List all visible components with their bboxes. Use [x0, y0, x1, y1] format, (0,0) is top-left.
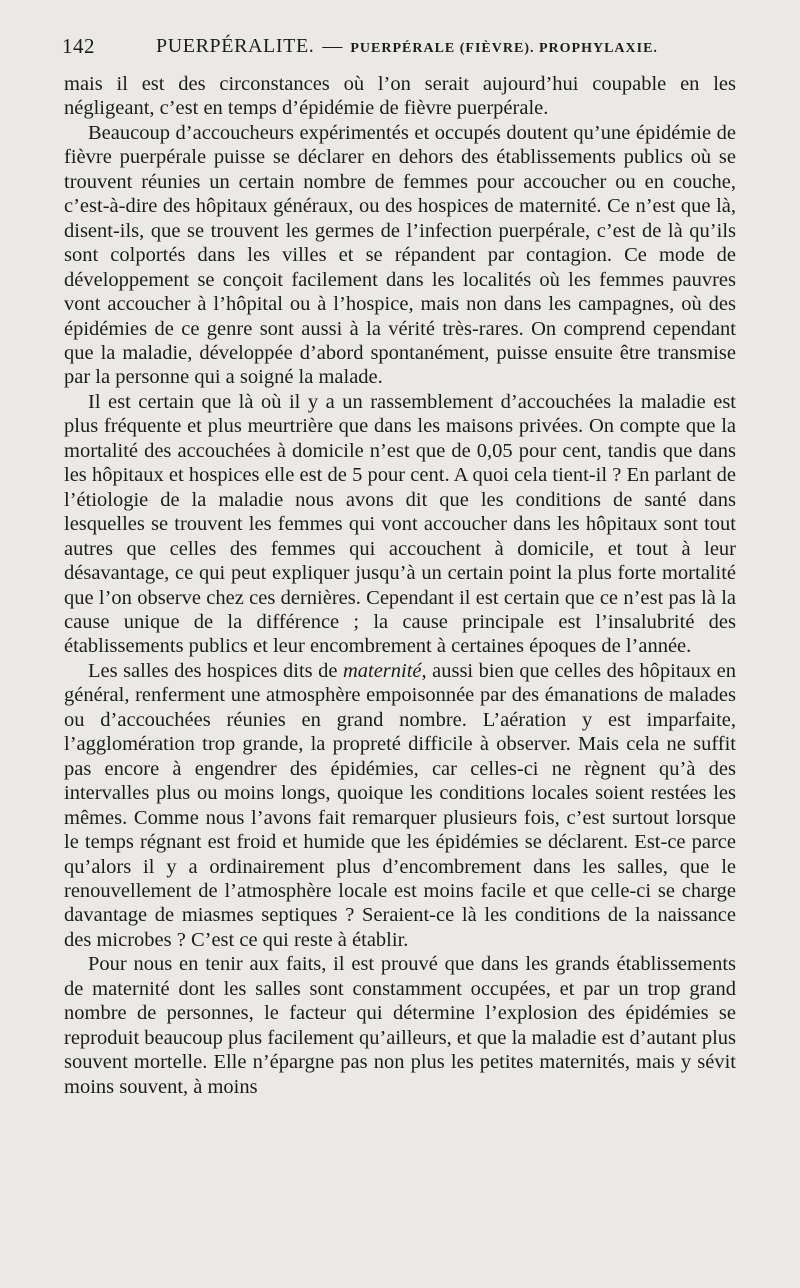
paragraph-text: , aussi bien que celles des hôpitaux en général, renferment une atmosphère empoisonnée par des émanations de malades ou d’accouchées réunies en grand nombre. L’aération y est imparfaite, l’agglomération trop grande, la propreté difficile à observer. Mais cela ne suffit pas encore à engendrer des épidémies, car celles-ci ne règnent qu’à des intervalles plus ou moins longs, quoique les conditions locales soient restées les mêmes. Comme nous l’avons fait remarquer plusieurs fois, c’est surtout lorsque le temps régnant est froid et humide que les épidémies se déclarent. Est-ce parce qu’alors il y a ordinairement plus d’encombrement dans les salles, que le renouvellement de l’atmosphère locale est moins facile et que celle-ci se charge davantage de miasmes septiques ? Seraient-ce là les conditions de la naissance des microbes ? C’est ce qui reste à établir.: [64, 659, 736, 951]
paragraph: Il est certain que là où il y a un rassemblement d’accouchées la maladie est plus fréquente et plus meurtrière que dans les maisons privées. On compte que la mortalité des accouchées à domicile n’est que de 0,05 pour cent, tandis que dans les hôpitaux et hospices elle est de 5 pour cent. A quoi cela tient-il ? En parlant de l’étiologie de la maladie nous avons dit que les conditions de santé dans lesquelles se trouvent les femmes qui vont accoucher dans les hôpitaux sont tout autres que celles des femmes qui accouchent à domicile, et tout à leur désavantage, ce qui peut expliquer jusqu’à un certain point la plus forte mortalité que l’on observe chez ces dernières. Cependant il est certain que ce n’est pas là la cause unique de la différence ; la cause principale est l’insalubrité des établissements publics et leur encombrement à certaines époques de l’année.: [64, 390, 736, 658]
running-header: [62, 34, 738, 58]
body-text: [64, 72, 736, 1099]
paragraph: Beaucoup d’accoucheurs expérimentés et occupés doutent qu’une épidémie de fièvre puerpérale puisse se déclarer en dehors des établissements publics où se trouvent réunies un certain nombre de femmes pour accoucher ou en couche, c’est-à-dire des hôpitaux généraux, ou des hospices de maternité. Ce n’est que là, disent-ils, que se trouvent les germes de l’infection puerpérale, c’est de là qu’ils sont colportés dans les villes et se répandent par contagion. Ce mode de développement se conçoit facilement dans les localités où les femmes pauvres vont accoucher à l’hôpital ou à l’hospice, mais non dans les campagnes, où des épidémies de ce genre sont aussi à la vérité très-rares. On comprend cependant que la maladie, développée d’abord spontanément, puisse ensuite être transmise par la personne qui a soigné la malade.: [64, 121, 736, 389]
running-title-subtitle: PUERPÉRALE (FIÈVRE). PROPHYLAXIE.: [350, 41, 658, 56]
running-title: [156, 35, 658, 58]
running-title-main: PUERPÉRALITE.: [156, 35, 315, 57]
paragraph: [64, 659, 736, 952]
paragraph: Pour nous en tenir aux faits, il est prouvé que dans les grands établissements de maternité dont les salles sont constamment occupées, et par un trop grand nombre de personnes, le facteur qui détermine l’explosion des épidémies se reproduit beaucoup plus facilement qu’ailleurs, et que la maladie est d’autant plus souvent mortelle. Elle n’épargne pas non plus les petites maternités, mais y sévit moins souvent, à moins: [64, 953, 736, 1098]
running-title-separator: —: [322, 35, 343, 57]
page-number: 142: [62, 34, 95, 58]
paragraph-text: Les salles des hospices dits de: [88, 659, 343, 682]
emphasized-word: maternité: [342, 659, 422, 682]
paragraph-continued: mais il est des circonstances où l’on serait aujourd’hui coupable en les négligeant, c’est en temps d’épidémie de fièvre puerpérale.: [64, 73, 736, 120]
